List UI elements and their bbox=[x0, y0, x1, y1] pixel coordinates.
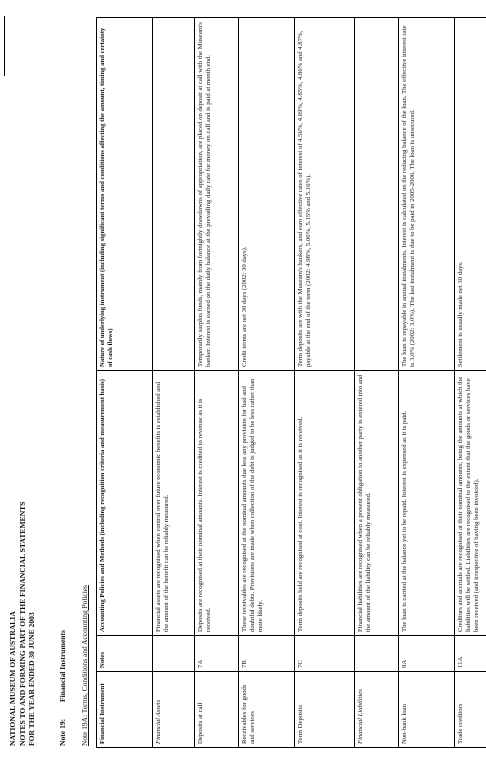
notes-cell: 7A bbox=[195, 636, 239, 672]
header-instrument: Financial Instrument bbox=[97, 672, 153, 748]
nature-cell: Temporarily surplus funds, mainly from fortnightly drawdowns of appropriation, are placed on deposit at call with the Museum's banker. Interest is earned on the daily balance at the prevailing daily rate for money on call and is paid at month end. bbox=[195, 18, 239, 371]
nature-cell: Settlement is usually made net 30 days. bbox=[455, 18, 486, 371]
policies-cell: Term deposits held are recognised at cost. Interest is recognised as it is received. bbox=[295, 371, 355, 636]
table-row bbox=[295, 18, 355, 748]
header-rule bbox=[4, 16, 5, 76]
nature-cell bbox=[355, 18, 399, 371]
instrument-cell: Non-bank loan bbox=[399, 672, 455, 748]
instrument-cell: Receivables for goods and services bbox=[239, 672, 295, 748]
notes-cell: 9A bbox=[399, 636, 455, 672]
financial-instruments-table bbox=[96, 17, 486, 748]
table-header-row bbox=[97, 18, 153, 748]
nature-cell: Term deposits are with the Museum's bankers, and earn effective rates of interest of 4.56%, 4.69%, 4.85%, 4.86% and 4.87%, payable at the end of the term (2002: 4.98%, 5.06%, 5.15% and 5.16%). bbox=[295, 18, 355, 371]
notes-cell: 7B bbox=[239, 636, 295, 672]
policies-cell: Creditors and accruals are recognised at their nominal amounts, being the amounts at which the liabilities will be settled. Liabilities are recognised to the extent that the goods or services have been received (and irrespective of having been invoiced). bbox=[455, 371, 486, 636]
table-row bbox=[399, 18, 455, 748]
note-number: Note 19: bbox=[58, 718, 67, 746]
notes-cell: 11A bbox=[455, 636, 486, 672]
header-nature: Nature of underlying instrument (including significant terms and conditions affecting the amount, timing and certainty of cash flows) bbox=[97, 18, 153, 371]
document-title: NOTES TO AND FORMING PART OF THE FINANCIAL STATEMENTS bbox=[17, 501, 27, 746]
notes-cell bbox=[153, 636, 195, 672]
nature-cell: Credit terms are net 30 days (2002: 30 days). bbox=[239, 18, 295, 371]
instrument-cell: Financial Assets bbox=[153, 672, 195, 748]
organisation-name: NATIONAL MUSEUM OF AUSTRALIA bbox=[8, 611, 17, 746]
notes-cell bbox=[355, 636, 399, 672]
table-row bbox=[195, 18, 239, 748]
document-header bbox=[8, 26, 37, 746]
nature-cell: The loan is repayable in annual instalments. Interest is calculated on the reducing balance of the loan. The effective interest rate is 3.0% (2002: 3.0%). The last instalment is due to be paid in 2005-2006. The loan is unsecured. bbox=[399, 18, 455, 371]
note-subtitle: Note 19A: Terms, Conditions and Accounting Policies bbox=[80, 585, 89, 746]
instrument-cell: Financial Liabilities bbox=[355, 672, 399, 748]
table-row bbox=[355, 18, 399, 748]
instrument-cell: Term Deposits bbox=[295, 672, 355, 748]
policies-cell: Financial assets are recognised when control over future economic benefits is established and the amount of the benefit can be reliably measured. bbox=[153, 371, 195, 636]
header-notes: Notes bbox=[97, 636, 153, 672]
policies-cell: The loan is carried at the balance yet to be repaid. Interest is expensed as it is paid. bbox=[399, 371, 455, 636]
table-row bbox=[239, 18, 295, 748]
instrument-cell: Deposits at call bbox=[195, 672, 239, 748]
nature-cell bbox=[153, 18, 195, 371]
instrument-cell: Trade creditors bbox=[455, 672, 486, 748]
policies-cell: These receivables are recognised at the nominal amounts due less any provision for bad and doubtful debts. Provisions are made when collection of the debt is judged to be less rather than more likely. bbox=[239, 371, 295, 636]
note-heading bbox=[58, 630, 67, 746]
table-row bbox=[153, 18, 195, 748]
notes-cell: 7C bbox=[295, 636, 355, 672]
header-policies: Accounting Policies and Methods (including recognition criteria and measurement basis) bbox=[97, 371, 153, 636]
note-title: Financial Instruments bbox=[58, 630, 67, 702]
period-line: FOR THE YEAR ENDED 30 JUNE 2003 bbox=[27, 612, 37, 746]
table-row bbox=[455, 18, 486, 748]
policies-cell: Deposits are recognised at their nominal amounts. Interest is credited to revenue as it is received. bbox=[195, 371, 239, 636]
policies-cell: Financial liabilities are recognised when a present obligation to another party is entered into and the amount of the liability can be reliably measured. bbox=[355, 371, 399, 636]
